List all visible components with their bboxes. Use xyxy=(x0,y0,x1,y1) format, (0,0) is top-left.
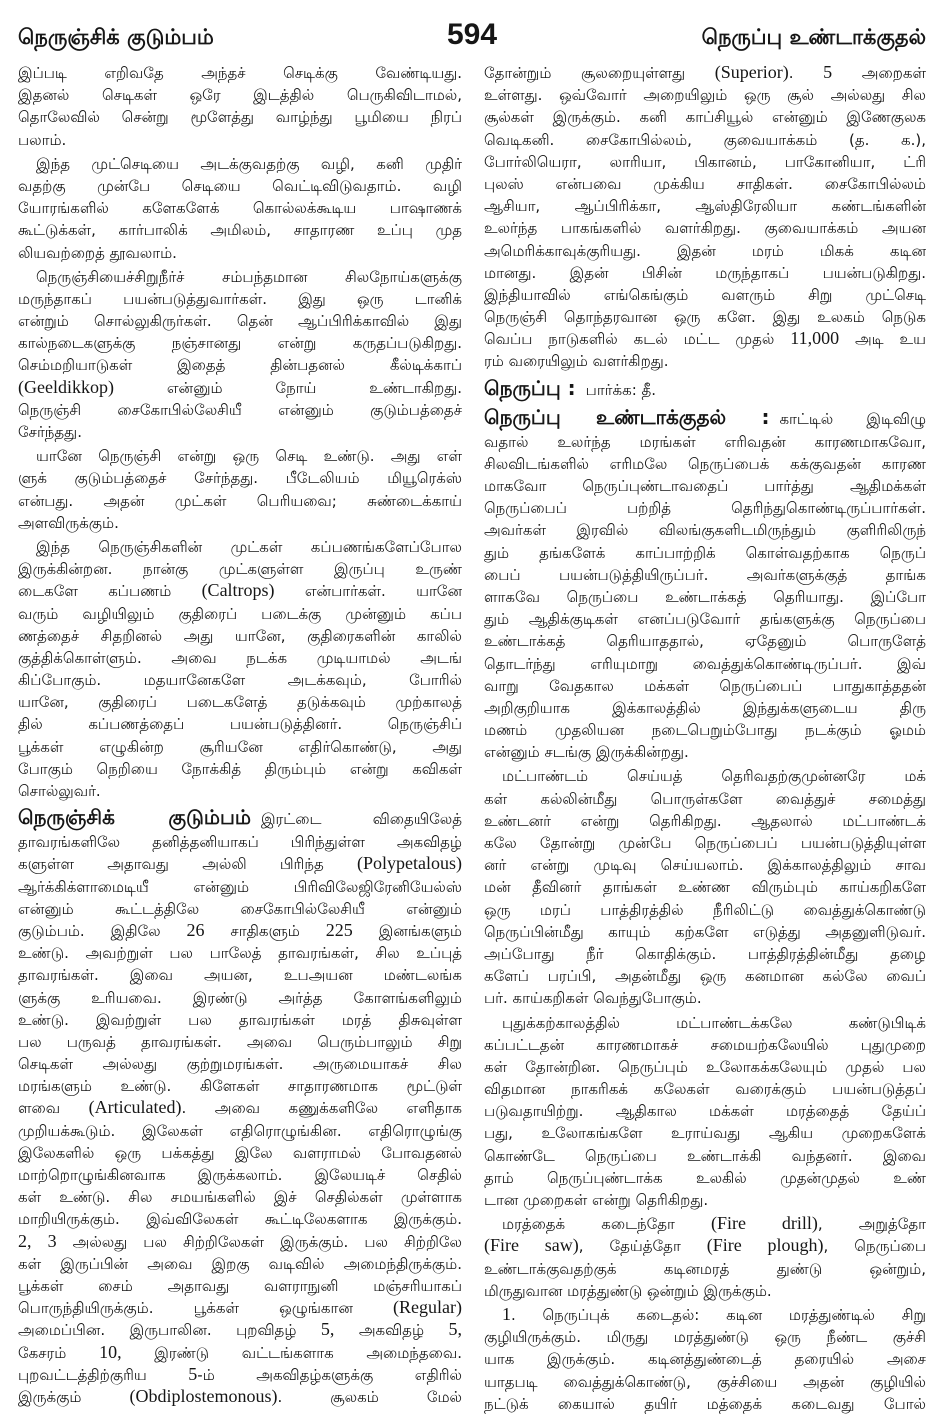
text-line: என்னும் சடங்கு இருக்கின்றது. xyxy=(484,743,689,762)
text-line: வெப்ப நாடுகளில் கடல் மட்ட முதல் 11,000 அடி உய xyxy=(484,328,926,349)
latin-term: (Fire plough) xyxy=(706,1235,824,1256)
text-line: யானே, குதிரைப் படைகளேத் தடுக்கவும் முற்காலத் xyxy=(18,693,462,712)
text-line: மிருதுவான மரத்துண்டு ஒன்றும் இருக்கும். xyxy=(484,1281,772,1300)
paragraph xyxy=(484,1304,926,1415)
latin-term: 5 xyxy=(823,62,833,82)
text-line: யானே நெருஞ்சி என்று ஒரு செடி உண்டு. அது எள் xyxy=(36,447,462,466)
text-line: பது, உலோகங்களே உராய்வது ஆகிய முறைகளேக் xyxy=(484,1124,926,1143)
running-head-right: நெருப்பு உண்டாக்குதல் xyxy=(701,25,926,49)
text-line: தோன்றும் சூலறையுள்ளது (Superior). 5 அறைகள் xyxy=(484,62,926,82)
latin-term: (Obdiplostemonous) xyxy=(129,1385,278,1406)
latin-term: (Superior) xyxy=(714,62,789,82)
text-line: கலே தோன்று முன்பே நெருப்பைப் பயன்படுத்தியுள்ள xyxy=(484,834,926,852)
text-line: உண்டாக்குவதற்குக் கடினமரத் துண்டு ஒன்றும், xyxy=(484,1259,926,1278)
text-line: பல பருவத் தாவரங்கள். அவை பெரும்பாலும் சிறு xyxy=(18,1032,462,1051)
latin-term: (Caltrops) xyxy=(201,580,275,601)
text-line: ரம் வரையிலும் வளர்கிறது. xyxy=(484,352,669,371)
text-line: ணத்தைச் சிதறினல் அது யானே, குதிரைகளின் காலில் xyxy=(18,626,462,645)
text-line: ஆசியா, ஆப்பிரிக்கா, ஆஸ்திரேலியா கண்டங்களின் xyxy=(484,197,926,216)
text-line: உண்டு. அவற்றுள் பல பாலேத் தாவரங்கள், சில உப்புத் xyxy=(18,944,462,963)
text-line: சேர்ந்தது. xyxy=(18,423,82,441)
text-line: உலர்ந்த பாகங்களில் வளர்கிறது. குவையாக்கம் அயன xyxy=(484,219,926,238)
text-line: மருந்தாகப் பயன்படுத்துவார்கள். இது ஒரு டானிக் xyxy=(18,289,462,308)
text-line: பலாம். xyxy=(18,130,67,149)
text-line: ளுக் குடும்பத்தைச் சேர்ந்தது. பீடேலியம் மியூரெக்ஸ் xyxy=(18,469,462,488)
latin-term: 3 xyxy=(47,1230,57,1251)
text-line: டான முறைகள் என்று தெரிகிறது. xyxy=(484,1191,709,1209)
text-line: பூக்கள் எழுகின்ற சூரியனே எதிர்கொண்டு, அது xyxy=(18,737,462,756)
text-line: னர் என்று முடிவு செய்யலாம். இக்காலத்திலும் சாவ xyxy=(484,856,926,875)
text-line: மன் தீவினர் தாங்கள் உண்ண விரும்பும் காய்கறிகளே xyxy=(484,878,926,897)
text-line: களேப் பரப்பி, அதன்மீது ஒரு கனமான கல்லே வைப் xyxy=(484,967,926,986)
text-line: கள் இருப்பின் அவை இறகு வடிவில் அமைந்திருக்கும். xyxy=(18,1254,462,1273)
text-line: நெருப்பின்மீது காயும் கற்களே எடுத்து அதனுளிடுவர். xyxy=(484,922,926,941)
latin-term: 11,000 xyxy=(790,328,840,349)
entry-heading: நெருப்பு உண்டாக்குதல் : xyxy=(484,404,770,429)
text-line: கொண்டே நெருப்பை உண்டாக்கி வந்தனர். இவை xyxy=(484,1146,926,1165)
latin-term: 2, xyxy=(18,1230,32,1251)
latin-term: (Fire drill) xyxy=(711,1213,818,1234)
text-line: இப்படி எறிவதே அந்தச் செடிக்கு வேண்டியது. xyxy=(18,64,462,82)
text-line: என்பது. அதன் முட்கள் பெரியவை; சுண்டைக்காய் xyxy=(18,491,462,510)
text-line: அமெரிக்காவுக்குரியது. இதன் மரம் மிகக் கடின xyxy=(484,241,926,260)
paragraph xyxy=(484,62,926,373)
text-line: தும் ஆதிக்குடிகள் எனப்படுவோர் தங்களுக்கு நெருப்பை xyxy=(484,610,926,629)
text-line: யோரங்களில் களேகளேக் கொல்லக்கூடிய பாஷாணக் xyxy=(18,199,462,218)
paragraph xyxy=(484,1012,926,1212)
text-line: தாவரங்கள். இவை அயன, உபஅயன மண்டலங்க xyxy=(18,966,462,985)
text-line: இரட்டை விதையிலேத் xyxy=(260,810,462,829)
text-line: இந்தியாவில் எங்கெங்கும் வளரும் சிறு முட்செடி xyxy=(484,285,926,304)
text-line: வரும் வழியிலும் குதிரைப் படைக்கு முன்னும் கப்ப xyxy=(18,604,462,623)
text-line: காட்டில் இடிவிழு xyxy=(779,409,926,428)
entry-heading: நெருப்பு : xyxy=(484,375,576,400)
text-line: வாறு வேதகால மக்கள் நெருப்பைப் பாதுகாத்ததன் xyxy=(484,676,926,695)
text-line: குடும்பம். இதிலே 26 சாதிகளும் 225 இனங்களும் xyxy=(18,919,462,940)
paragraph xyxy=(18,536,462,802)
text-line: பூக்கள் சைம் அதாவது வளராநுனி மஞ்சரியாகப் xyxy=(18,1276,462,1295)
text-line: மானது. இதன் பிசின் மருந்தாகப் பயன்படுகிறது. xyxy=(484,263,926,282)
latin-term: 5, xyxy=(448,1319,462,1340)
text-line: செம்மறியாடுகள் இதைத் தின்பதனல் கீல்டிக்காப் xyxy=(18,356,462,375)
text-line: உள்ளது. ஒவ்வோர் அறையிலும் ஒரு சூல் அல்லது சில xyxy=(484,86,926,105)
text-line: அளவிருக்கும். xyxy=(18,513,119,532)
entry-heading-line xyxy=(484,375,926,402)
text-line: அப்போது நீர் கொதிக்கும். பாத்திரத்தின்மீது தழை xyxy=(484,944,926,963)
right-column xyxy=(484,62,926,1415)
latin-term: (Regular) xyxy=(393,1297,462,1318)
text-line: தில் கப்பணத்தைப் பயன்படுத்தினர். நெருஞ்சிப் xyxy=(18,715,462,734)
text-line: மணம் முதலியன நடைபெறும்போது நடக்கும் ஓமம் xyxy=(484,721,926,740)
latin-term: (Polypetalous) xyxy=(357,853,462,874)
text-line: புலஸ் என்பவை முக்கிய சாதிகள். சைகோபில்லம் xyxy=(484,174,926,193)
text-line: நெருப்பைப் பற்றித் தெரிந்துகொண்டிருப்பார்கள். xyxy=(484,499,926,518)
latin-term: 26 xyxy=(186,919,205,940)
latin-term: (Articulated) xyxy=(88,1097,182,1118)
running-head-left: நெருஞ்சிக் குடும்பம் xyxy=(18,25,214,49)
text-line: சிலவிடங்களில் எரிமலே நெருப்பைக் கக்குவதன் காரண xyxy=(484,454,926,473)
latin-term: (Fire saw) xyxy=(484,1235,579,1256)
text-line: தொடர்ந்து எரியுமாறு வைத்துக்கொண்டிருப்பர். இவ் xyxy=(484,654,926,673)
encyclopedia-entry xyxy=(18,804,462,1408)
text-line: முறியக்கூடும். இலேகள் எதிரொழுங்கின. எதிரொழுங்கு xyxy=(18,1121,462,1140)
text-line: கள் கல்லின்மீது பொருள்களே வைத்துச் சமைத்து xyxy=(484,789,926,808)
text-line: மரங்களும் உண்டு. கிளேகள் சாதாரணமாக மூட்டுள் xyxy=(18,1077,462,1096)
paragraph xyxy=(18,445,462,534)
text-line: அறிகுறியாக இக்காலத்தில் இந்துக்களுடைய திரு xyxy=(484,698,926,717)
text-line: 2, 3 அல்லது பல சிற்றிலேகள் இருக்கும். பல சிற்றிலே xyxy=(18,1230,462,1251)
text-line: இலேகளில் ஒரு பக்கத்து இலே வளராமல் போவதனல் xyxy=(18,1143,462,1162)
text-line: நெருஞ்சி தொந்தரவான ஒரு களே. இது உலகம் நெடுக xyxy=(484,308,926,327)
text-line: சொல்லுவர். xyxy=(18,782,101,800)
entry-heading-line xyxy=(18,804,462,831)
text-line: விதமான நாகரிகக் கலேகள் வரைக்கும் பயன்படுத்தப் xyxy=(484,1080,926,1099)
text-line: கூட்டுக்கள், கார்பாலிக் அமிலம், சாதாரண உப்பு முத xyxy=(18,221,462,240)
text-line: மாறியிருக்கும். இவ்விலேகள் கூட்டிலேகளாக இருக்கும். xyxy=(18,1210,462,1229)
text-line: நட்டுக் கையால் தயிர் மத்தைக் கடைவது போல் xyxy=(484,1394,926,1413)
latin-term: 225 xyxy=(325,919,353,940)
text-line: பொருந்தியிருக்கும். பூக்கள் ஒழுங்கான (Regular) xyxy=(18,1297,462,1318)
text-line: தாவரங்களிலே தனித்தனியாகப் பிரிந்துள்ள அகவிதழ் xyxy=(18,833,462,852)
text-line: இருக்கும் (Obdiplostemonous). சூலகம் மேல் xyxy=(18,1385,462,1406)
text-line: மாற்றொழுங்கினவாக இருக்கலாம். இலேயடிச் செதில் xyxy=(18,1166,462,1184)
text-line: களுள்ள அதாவது அல்லி பிரிந்த (Polypetalous) xyxy=(18,853,462,874)
text-line: லியவற்றைத் தூவலாம். xyxy=(18,243,177,262)
text-line: நெருஞ்சியைச்சிறுநீர்ச் சம்பந்தமான சிலநோய்களுக்கு xyxy=(36,267,462,286)
text-line: என்றும் சொல்லுகிருர்கள். தென் ஆப்பிரிக்காவில் இது xyxy=(18,312,462,331)
page-number: 594 xyxy=(446,18,498,51)
text-line: மரத்தைக் கடைந்தோ (Fire drill), அறுத்தோ xyxy=(502,1213,926,1234)
text-line: குத்திக்கொள்ளும். அவை நடக்க முடியாமல் அடங் xyxy=(18,648,462,667)
text-line: (Fire saw), தேய்த்தோ (Fire plough), நெருப்பை xyxy=(484,1235,926,1256)
paragraph xyxy=(18,266,462,444)
text-line: ஆர்க்கிக்ளாமைடியீ என்னும் பிரிவிலேஜிரேனியேல்ஸ் xyxy=(18,877,462,896)
running-header xyxy=(18,18,926,58)
entry-heading-line xyxy=(484,404,926,431)
paragraph xyxy=(484,765,926,1009)
text-line: மாகவோ நெருப்புண்டாவதைப் பார்த்து ஆதிமக்கள் xyxy=(484,477,926,495)
latin-term: 1 xyxy=(502,1303,511,1324)
text-line: தாம் நெருப்புண்டாக்க உலகில் முதன்முதல் உண் xyxy=(484,1168,926,1187)
text-line: கேசரம் 10, இரண்டு வட்டங்களாக அமைந்தவை. xyxy=(18,1341,462,1362)
text-line: கப்பட்டதன் காரணமாகச் சமையற்கலேயில் புதுமுறை xyxy=(484,1035,926,1054)
text-line: டைகளே கப்பணம் (Caltrops) என்பார்கள். யானே xyxy=(18,580,462,601)
encyclopedia-entry xyxy=(484,404,926,764)
text-line: கள் உண்டு. சில சமயங்களில் இச் செதில்கள் முள்ளாக xyxy=(18,1188,462,1207)
text-line: என்னும் கூட்டத்திலே சைகோபில்லேசியீ என்னும் xyxy=(18,899,462,918)
text-line: அவர்கள் இரவில் விலங்குகளிடமிருந்தும் குளிரிலிருந் xyxy=(484,521,926,540)
text-line: வெடிகனி. சைகோபில்லம், குவையாக்கம் (த. க.), xyxy=(484,130,926,149)
latin-term: (Geeldikkop) xyxy=(18,376,114,397)
text-line: இருக்கின்றன. நான்கு முட்களுள்ள இருப்பு உருண் xyxy=(18,560,462,579)
text-line: படுவதாயிற்று. ஆதிகால மக்கள் மரத்தைத் தேய்ப் xyxy=(484,1102,926,1121)
text-line: இதனல் செடிகள் ஒரே இடத்தில் பெருகிவிடாமல், xyxy=(18,86,462,105)
text-line: ளாகவே நெருப்பை உண்டாக்கத் தெரியாது. இப்போ xyxy=(484,587,926,606)
latin-term: 5, xyxy=(320,1319,335,1340)
text-line: யாக இருக்கும். கடினத்துண்டைத் தரையில் அசை xyxy=(484,1350,926,1369)
text-line: 1. நெருப்புக் கடைதல்: கடின மரத்துண்டில் சிறு xyxy=(502,1303,926,1324)
paragraph xyxy=(484,1213,926,1302)
paragraph xyxy=(18,153,462,264)
text-line: கள் தோன்றின. நெருப்பும் உலோகக்கலேயும் முதல் பல xyxy=(484,1057,926,1076)
text-line: நெருஞ்சி சைகோபில்லேசியீ என்னும் குடும்பத்தைச் xyxy=(18,400,462,419)
text-line: குழியிருக்கும். மிருது மரத்துண்டு ஒரு நீண்ட குச்சி xyxy=(484,1328,926,1347)
text-line: அமைப்பின. இருபாலின. புறவிதழ் 5, அகவிதழ் 5, xyxy=(18,1319,462,1340)
text-line: போர்லியெரா, லாரியா, பிகானம், பாகோனியா, ட்ரி xyxy=(484,152,926,171)
text-line: போகும் நெறியை நோக்கித் திரும்பும் என்று கவிகள் xyxy=(18,759,462,778)
latin-term: 5 xyxy=(188,1363,198,1384)
text-line: இந்த நெருஞ்சிகளின் முட்கள் கப்பணங்களேப்போல xyxy=(36,537,462,556)
text-line: புறவட்டத்திற்குரிய 5-ம் அகவிதழ்களுக்கு எதிரில் xyxy=(18,1363,462,1384)
encyclopedia-entry xyxy=(484,375,926,402)
text-line: ளவை (Articulated). அவை கணுக்களிலே எளிதாக xyxy=(18,1097,462,1118)
text-line: மட்பாண்டம் செய்யத் தெரிவதற்குமுன்னரே மக் xyxy=(502,767,926,786)
text-line: தும் தங்களேக் காப்பாற்றிக் கொள்வதற்காக நெருப் xyxy=(484,543,926,562)
text-line: புதுக்கற்காலத்தில் மட்பாண்டக்கலே கண்டுபிடிக் xyxy=(502,1013,926,1032)
latin-term: 10, xyxy=(99,1341,122,1362)
text-line: பைப் பயன்படுத்தியிருப்பர். அவர்களுக்குத் தாங்க xyxy=(484,565,926,584)
text-line: பர். காய்கறிகள் வெந்துபோகும். xyxy=(484,989,702,1008)
text-line: சூல்கள் இருக்கும். கனி காப்சியூல் என்னும் இணேகுலக xyxy=(484,108,926,127)
paragraph xyxy=(18,62,462,151)
text-line: ளுக்கு உரியவை. இரண்டு அர்த்த கோளங்களிலும் xyxy=(18,988,462,1007)
text-line: உண்டனர் என்று தெரிகிறது. ஆதலால் மட்பாண்டக் xyxy=(484,811,926,830)
text-line: தொலேவில் சென்று மூளேத்து வாழ்ந்து பூமியை நிரப் xyxy=(18,108,462,127)
entry-heading: நெருஞ்சிக் குடும்பம் xyxy=(18,805,251,830)
text-line: உண்டாக்கத் தெரியாததால், ஏதேனும் பொருளேத் xyxy=(484,632,926,651)
text-line: கிப்போகும். மதயானேகளே அடக்கவும், போரில் xyxy=(18,671,462,690)
text-line: (Geeldikkop) என்னும் நோய் உண்டாகிறது. xyxy=(18,376,462,397)
text-line: யாதபடி வைத்துக்கொண்டு, குச்சியை அதன் குழியில் xyxy=(484,1372,926,1391)
text-line: பார்க்க: தீ. xyxy=(585,380,657,399)
text-line: இந்த முட்செடியை அடக்குவதற்கு வழி, கனி முதிர் xyxy=(36,154,462,173)
text-line: வதால் உலர்ந்த மரங்கள் எரிவதன் காரணமாகவோ, xyxy=(484,432,926,451)
left-column xyxy=(18,62,462,1408)
text-line: கால்நடைகளுக்கு நஞ்சானது என்று கருதப்படுகிறது. xyxy=(18,334,462,353)
text-line: வதற்கு முன்பே செடியை வெட்டிவிடுவதாம். வழி xyxy=(18,176,462,195)
text-line: செடிகள் அல்லது குற்றுமரங்கள். அருமையாகச் சில xyxy=(18,1055,462,1074)
text-line: ஒரு மரப் பாத்திரத்தில் நீரிலிட்டு வைத்துக்கொண்டு xyxy=(484,900,926,919)
text-line: உண்டு. இவற்றுள் பல தாவரங்கள் மரத் திசுவுள்ள xyxy=(18,1010,462,1029)
